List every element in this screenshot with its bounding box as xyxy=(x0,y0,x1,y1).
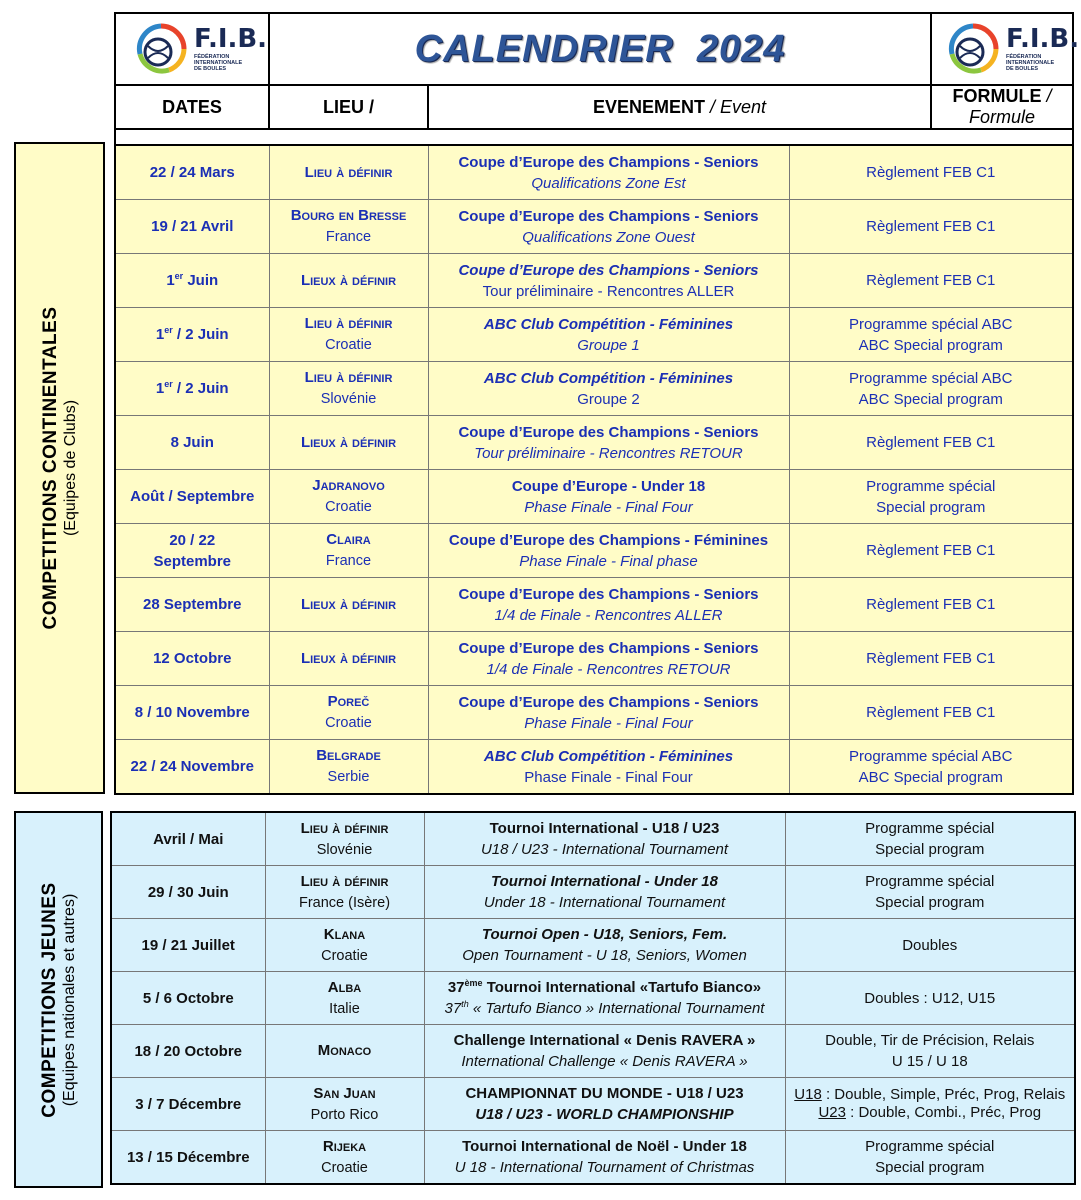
event-title xyxy=(458,154,758,171)
location-country: Serbie xyxy=(327,769,370,785)
date-cell xyxy=(115,308,269,362)
location-country: Croatie xyxy=(321,947,368,964)
location-cell xyxy=(269,254,428,308)
event-title-text: Tournoi Open - U18, Seniors, Fem. xyxy=(481,926,728,943)
location-cell xyxy=(265,812,424,866)
location-place: Lieux à définir xyxy=(300,433,397,451)
event-subtitle-text: Phase Finale - Final Four xyxy=(524,768,693,786)
event-title-text: Coupe d’Europe des Champions - Seniors xyxy=(458,693,759,711)
event-number: 37 xyxy=(447,979,465,996)
date-text: 5 / 6 Octobre xyxy=(142,989,234,1007)
event-subtitle xyxy=(495,607,723,624)
formula-text xyxy=(790,1086,1071,1122)
col-header-evenement: EVENEMENT / Event xyxy=(428,85,931,129)
date-text: 28 Septembre xyxy=(143,596,242,613)
location-country: Porto Rico xyxy=(310,1106,379,1123)
location-cell xyxy=(269,470,428,524)
event-subtitle xyxy=(461,1053,747,1070)
event-cell xyxy=(428,470,789,524)
logo-fib-text: F.I.B. xyxy=(1006,24,1080,54)
event-title xyxy=(458,640,758,657)
location-place: Bourg en Bresse xyxy=(290,207,407,224)
table-row xyxy=(115,524,1073,578)
formula-cell xyxy=(785,866,1075,919)
location-country: France xyxy=(325,229,372,245)
table-row xyxy=(115,145,1073,200)
event-cell xyxy=(428,740,789,795)
table-row xyxy=(115,686,1073,740)
formula-category: U18 xyxy=(794,1086,822,1103)
event-subtitle-text: « Tartufo Bianco » International Tournament xyxy=(468,1000,765,1017)
youth-table xyxy=(110,811,1076,1185)
location-place: Klana xyxy=(323,925,366,943)
event-subtitle xyxy=(487,661,731,678)
formula-cell xyxy=(785,1131,1075,1185)
date-text: 8 Juin xyxy=(170,434,214,451)
event-title xyxy=(462,1138,747,1155)
date-cell xyxy=(115,362,269,416)
formula-category: U23 xyxy=(818,1104,846,1121)
event-subtitle xyxy=(531,175,685,192)
date-cell xyxy=(115,578,269,632)
formula-cell xyxy=(785,812,1075,866)
formula-line: Règlement FEB C1 xyxy=(866,596,996,613)
event-cell xyxy=(428,145,789,200)
event-title-text: Coupe d’Europe des Champions - Seniors xyxy=(458,639,759,657)
date-text: 18 / 20 Octobre xyxy=(134,1042,243,1060)
date-text: Septembre xyxy=(153,552,232,570)
location-place: Lieux à définir xyxy=(300,271,397,289)
location-cell xyxy=(269,145,428,200)
event-cell xyxy=(428,632,789,686)
table-row xyxy=(115,308,1073,362)
event-title-text: Coupe d’Europe des Champions - Féminines xyxy=(448,531,769,549)
event-title xyxy=(449,532,768,549)
table-row xyxy=(111,812,1075,866)
event-subtitle xyxy=(483,283,735,300)
formula-line: Doubles : U12, U15 xyxy=(864,989,996,1007)
event-subtitle xyxy=(524,769,692,786)
event-title-text: Coupe d’Europe des Champions - Seniors xyxy=(458,207,759,225)
event-subtitle xyxy=(519,553,697,570)
event-subtitle xyxy=(481,841,728,858)
event-cell xyxy=(424,1025,785,1078)
col-header-formule: FORMULE / Formule xyxy=(931,85,1073,129)
event-title-text: Tournoi International - U18 / U23 xyxy=(489,820,720,837)
location-place: Lieu à définir xyxy=(304,315,393,332)
event-title-text: Coupe d’Europe des Champions - Seniors xyxy=(458,153,759,171)
event-subtitle xyxy=(475,1106,733,1123)
formula-cell xyxy=(789,362,1073,416)
date-cell xyxy=(111,919,265,972)
event-subtitle xyxy=(455,1159,755,1176)
formula-line: Special program xyxy=(875,894,985,911)
table-row xyxy=(115,578,1073,632)
event-subtitle-text: Tour préliminaire - Rencontres ALLER xyxy=(482,282,735,300)
location-cell xyxy=(269,200,428,254)
location-cell xyxy=(269,362,428,416)
date-text: 8 / 10 Novembre xyxy=(134,704,250,721)
event-cell xyxy=(428,254,789,308)
location-country: France xyxy=(325,553,372,569)
location-place: Alba xyxy=(327,978,362,996)
location-cell xyxy=(269,686,428,740)
table-row xyxy=(111,1078,1075,1131)
col-header-lieu: LIEU / xyxy=(269,85,428,129)
location-country: Croatie xyxy=(325,499,372,515)
event-subtitle-text: Groupe 1 xyxy=(577,336,640,354)
section-subtitle: (Equipes nationales et autres) xyxy=(60,893,78,1106)
formula-cell xyxy=(785,1078,1075,1131)
fib-logo-icon xyxy=(946,22,1000,76)
table-row xyxy=(115,632,1073,686)
location-place: Poreč xyxy=(327,693,370,710)
table-row xyxy=(111,972,1075,1025)
section-label-continental xyxy=(14,142,105,794)
formula-cell xyxy=(785,972,1075,1025)
logo-right-cell xyxy=(931,13,1080,85)
continental-table xyxy=(114,144,1074,795)
location-place: Monaco xyxy=(317,1042,372,1059)
event-title-text: Coupe d’Europe des Champions - Seniors xyxy=(458,423,759,441)
logo-fib-text: F.I.B. xyxy=(194,24,268,54)
event-subtitle-text: Qualifications Zone Est xyxy=(531,174,686,192)
location-cell xyxy=(265,866,424,919)
formula-line: Règlement FEB C1 xyxy=(866,164,996,181)
formula-line: Programme spécial xyxy=(865,820,995,837)
event-title xyxy=(458,586,758,603)
event-cell xyxy=(424,1131,785,1185)
event-title xyxy=(454,1032,756,1049)
location-country: Croatie xyxy=(325,715,372,731)
event-cell xyxy=(428,686,789,740)
location-country: Italie xyxy=(329,1000,360,1017)
formula-cell xyxy=(789,578,1073,632)
formula-line: Programme spécial xyxy=(866,477,996,495)
event-cell xyxy=(424,972,785,1025)
date-text: Août / Septembre xyxy=(130,488,255,505)
location-place: Claira xyxy=(326,531,371,548)
location-cell xyxy=(265,972,424,1025)
event-title-text: Coupe d’Europe des Champions - Seniors xyxy=(458,585,759,603)
date-text: 20 / 22 xyxy=(169,531,216,549)
event-subtitle xyxy=(524,715,692,732)
date-text: 19 / 21 Juillet xyxy=(141,936,235,954)
formula-line: Règlement FEB C1 xyxy=(866,218,996,235)
event-subtitle xyxy=(474,445,742,462)
event-title xyxy=(482,926,727,943)
event-title xyxy=(458,208,758,225)
date-cell xyxy=(115,416,269,470)
event-title-text: Tournoi International «Tartufo Bianco» xyxy=(482,979,762,996)
table-row xyxy=(111,1025,1075,1078)
formula-line: Règlement FEB C1 xyxy=(866,542,996,559)
event-title xyxy=(465,1085,743,1102)
formula-cell xyxy=(785,1025,1075,1078)
date-text: 1er Juin xyxy=(166,271,219,289)
date-text: Avril / Mai xyxy=(153,830,224,848)
date-text: 22 / 24 Mars xyxy=(149,164,235,181)
logo-subtitle: FÉDÉRATION INTERNATIONALE DE BOULES xyxy=(1006,54,1055,72)
location-place: Jadranovo xyxy=(312,477,385,494)
location-cell xyxy=(269,578,428,632)
event-title-text: Coupe d’Europe des Champions - Seniors xyxy=(458,261,759,279)
table-row xyxy=(111,1131,1075,1185)
event-cell xyxy=(428,578,789,632)
section-title: COMPETITIONS CONTINENTALES xyxy=(39,306,61,630)
location-place: San Juan xyxy=(313,1084,376,1102)
table-row xyxy=(115,740,1073,795)
fib-logo-left xyxy=(116,14,268,84)
date-cell xyxy=(115,200,269,254)
event-cell xyxy=(428,524,789,578)
date-text: 22 / 24 Novembre xyxy=(130,758,254,775)
formula-cell xyxy=(789,416,1073,470)
formula-line: ABC Special program xyxy=(858,768,1003,786)
location-place: Lieu à définir xyxy=(304,163,393,181)
location-country: France (Isère) xyxy=(298,894,391,911)
formula-cell xyxy=(789,470,1073,524)
section-title: COMPETITIONS JEUNES xyxy=(38,881,60,1118)
date-cell xyxy=(111,812,265,866)
formula-cell xyxy=(789,524,1073,578)
date-cell xyxy=(111,866,265,919)
event-subtitle-text: U18 / U23 - International Tournament xyxy=(480,841,729,858)
location-cell xyxy=(269,416,428,470)
formula-line: : Double, Combi., Préc, Prog xyxy=(845,1104,1042,1121)
location-cell xyxy=(265,919,424,972)
event-subtitle xyxy=(462,947,747,964)
formula-line: : Double, Simple, Préc, Prog, Relais xyxy=(821,1086,1066,1103)
date-cell xyxy=(111,972,265,1025)
event-cell xyxy=(428,200,789,254)
location-cell xyxy=(269,740,428,795)
table-row xyxy=(111,866,1075,919)
date-cell xyxy=(111,1131,265,1185)
formula-line: ABC Special program xyxy=(858,390,1003,408)
table-row xyxy=(115,254,1073,308)
logo-left-cell xyxy=(115,13,269,85)
formula-cell xyxy=(789,632,1073,686)
location-cell xyxy=(265,1025,424,1078)
event-subtitle-text: Tour préliminaire - Rencontres RETOUR xyxy=(474,444,743,462)
formula-line: Programme spécial ABC xyxy=(849,369,1013,387)
date-cell xyxy=(115,686,269,740)
location-cell xyxy=(265,1078,424,1131)
table-row xyxy=(115,200,1073,254)
event-subtitle-text: Open Tournament - U 18, Seniors, Women xyxy=(462,947,747,964)
formula-line: Special program xyxy=(875,841,985,858)
event-subtitle xyxy=(577,391,640,408)
formula-cell xyxy=(789,200,1073,254)
date-cell xyxy=(115,470,269,524)
date-text: 19 / 21 Avril xyxy=(151,218,234,235)
event-number: 37 xyxy=(444,1000,462,1017)
formula-line: Special program xyxy=(876,498,986,516)
formula-cell xyxy=(789,308,1073,362)
formula-line: Règlement FEB C1 xyxy=(866,272,996,289)
date-text: 1er / 2 Juin xyxy=(155,325,229,343)
event-title xyxy=(484,316,733,333)
formula-line: Programme spécial ABC xyxy=(849,747,1013,765)
date-text: 1er / 2 Juin xyxy=(155,379,229,397)
col-header-dates: DATES xyxy=(115,85,269,129)
event-title-text: Tournoi International - Under 18 xyxy=(491,873,718,890)
location-country: Croatie xyxy=(321,1159,368,1176)
event-subtitle-text: Phase Finale - Final Four xyxy=(524,714,693,732)
event-title xyxy=(458,262,758,279)
location-place: Belgrade xyxy=(316,747,381,764)
date-cell xyxy=(115,524,269,578)
formula-line: Règlement FEB C1 xyxy=(866,650,996,667)
event-title-text: CHAMPIONNAT DU MONDE - U18 / U23 xyxy=(465,1085,744,1102)
event-title xyxy=(484,370,733,387)
date-text: 13 / 15 Décembre xyxy=(126,1148,250,1166)
date-text: 29 / 30 Juin xyxy=(147,883,229,901)
event-title-text: ABC Club Compétition - Féminines xyxy=(483,369,734,387)
date-text: 12 Octobre xyxy=(153,650,232,667)
event-cell xyxy=(424,866,785,919)
event-title-text: Tournoi International de Noël - Under 18 xyxy=(462,1138,747,1155)
date-cell xyxy=(111,1078,265,1131)
event-subtitle-text: 1/4 de Finale - Rencontres RETOUR xyxy=(486,660,731,678)
date-cell xyxy=(115,145,269,200)
event-subtitle xyxy=(445,1000,765,1017)
event-title-text: Coupe d’Europe - Under 18 xyxy=(511,477,706,495)
formula-cell xyxy=(785,919,1075,972)
formula-line: Doubles xyxy=(902,936,958,954)
location-country: Croatie xyxy=(325,337,372,353)
table-row xyxy=(111,919,1075,972)
event-cell xyxy=(424,1078,785,1131)
location-place: Lieux à définir xyxy=(300,649,397,667)
date-cell xyxy=(115,254,269,308)
location-country: Slovénie xyxy=(320,391,377,407)
event-subtitle-text: U 18 - International Tournament of Christmas xyxy=(454,1159,755,1176)
location-cell xyxy=(269,524,428,578)
fib-logo-icon xyxy=(134,22,188,76)
event-title-text: Challenge International « Denis RAVERA » xyxy=(453,1032,756,1049)
event-cell xyxy=(428,362,789,416)
ordinal-suffix: er xyxy=(164,325,173,335)
ordinal-suffix: er xyxy=(164,379,173,389)
date-text: 3 / 7 Décembre xyxy=(135,1095,242,1113)
fib-logo-right xyxy=(932,14,1080,84)
table-row xyxy=(115,416,1073,470)
formula-line: ABC Special program xyxy=(858,336,1003,354)
date-cell xyxy=(111,1025,265,1078)
section-label-youth xyxy=(14,811,103,1188)
event-subtitle-text: Under 18 - International Tournament xyxy=(483,894,726,911)
location-cell xyxy=(269,632,428,686)
location-place: Lieu à définir xyxy=(300,872,389,890)
logo-subtitle: FÉDÉRATION INTERNATIONALE DE BOULES xyxy=(194,54,243,72)
ordinal-suffix: er xyxy=(174,271,184,281)
event-title-text: ABC Club Compétition - Féminines xyxy=(483,747,734,765)
location-cell xyxy=(265,1131,424,1185)
event-title-text: ABC Club Compétition - Féminines xyxy=(483,315,734,333)
event-title xyxy=(490,820,720,837)
event-cell xyxy=(424,812,785,866)
event-subtitle-text: 1/4 de Finale - Rencontres ALLER xyxy=(494,606,723,624)
location-place: Lieu à définir xyxy=(304,369,393,386)
formula-line: Special program xyxy=(875,1159,985,1176)
ordinal-suffix: ème xyxy=(464,978,483,988)
event-title xyxy=(512,478,705,495)
location-place: Lieu à définir xyxy=(300,819,389,837)
event-subtitle-text: Qualifications Zone Ouest xyxy=(522,228,695,246)
event-subtitle-text: Phase Finale - Final Four xyxy=(524,498,693,516)
location-cell xyxy=(269,308,428,362)
table-row xyxy=(115,470,1073,524)
event-subtitle-text: International Challenge « Denis RAVERA » xyxy=(461,1053,748,1070)
formula-line: Programme spécial xyxy=(865,1138,995,1155)
event-title xyxy=(458,694,758,711)
formula-cell xyxy=(789,686,1073,740)
event-subtitle-text: Phase Finale - Final phase xyxy=(519,552,698,570)
table-row xyxy=(115,362,1073,416)
event-cell xyxy=(428,416,789,470)
event-subtitle xyxy=(524,499,692,516)
title-cell xyxy=(269,13,931,85)
formula-cell xyxy=(789,145,1073,200)
location-place: Lieux à définir xyxy=(300,595,397,613)
event-subtitle xyxy=(522,229,695,246)
event-title xyxy=(484,748,733,765)
location-country: Slovénie xyxy=(316,841,373,858)
formula-line: Règlement FEB C1 xyxy=(866,704,996,721)
formula-line: Programme spécial xyxy=(865,873,995,890)
event-subtitle-text: U18 / U23 - WORLD CHAMPIONSHIP xyxy=(475,1106,734,1123)
event-cell xyxy=(428,308,789,362)
location-place: Rijeka xyxy=(322,1137,367,1155)
event-title xyxy=(458,424,758,441)
formula-line: Règlement FEB C1 xyxy=(866,434,996,451)
event-title xyxy=(491,873,718,890)
section-subtitle: (Equipes de Clubs) xyxy=(61,399,79,537)
page-title: CALENDRIER 2024 xyxy=(414,27,786,70)
ordinal-suffix: th xyxy=(461,999,469,1009)
date-cell xyxy=(115,632,269,686)
event-subtitle xyxy=(484,894,725,911)
date-cell xyxy=(115,740,269,795)
event-subtitle xyxy=(577,337,640,354)
formula-line: U 15 / U 18 xyxy=(891,1053,968,1070)
formula-cell xyxy=(789,254,1073,308)
formula-line: Programme spécial ABC xyxy=(849,315,1013,333)
formula-line: Double, Tir de Précision, Relais xyxy=(825,1032,1035,1049)
event-title xyxy=(448,979,761,996)
event-cell xyxy=(424,919,785,972)
calendar-header xyxy=(114,12,1080,154)
event-subtitle-text: Groupe 2 xyxy=(577,390,640,408)
formula-cell xyxy=(789,740,1073,795)
